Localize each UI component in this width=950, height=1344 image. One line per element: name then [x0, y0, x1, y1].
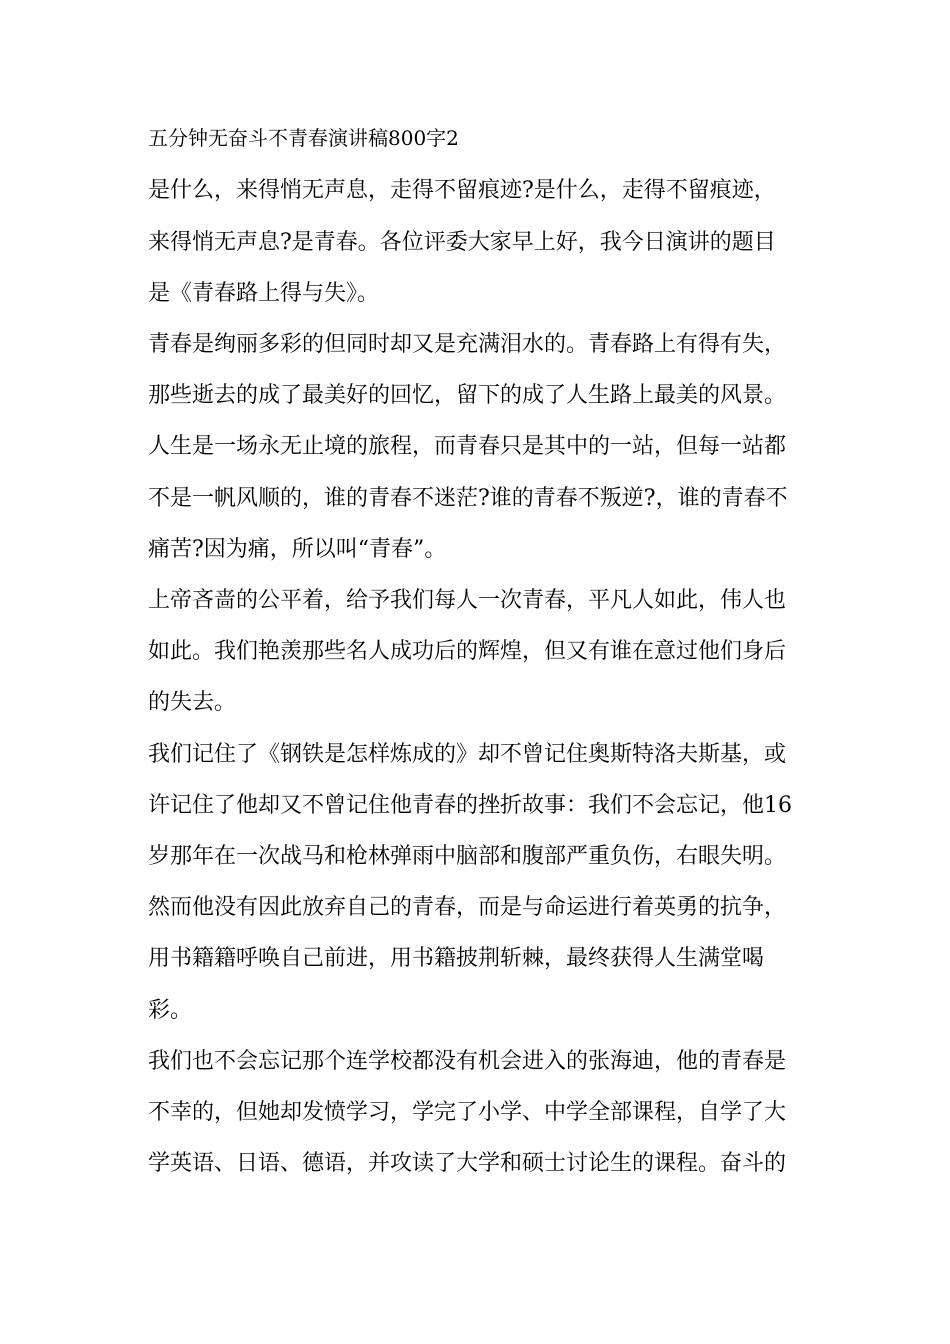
text-line: 人生是一场永无止境的旅程，而青春只是其中的一站，但每一站都 — [148, 434, 787, 459]
text-line: 不幸的，但她却发愤学习，学完了小学、中学全部课程，自学了大 — [148, 1100, 787, 1125]
text-line: 彩。 — [148, 998, 193, 1023]
text-line: 青春是绚丽多彩的但同时却又是充满泪水的。青春路上有得有失， — [148, 332, 787, 357]
text-line: 上帝吝啬的公平着，给予我们每人一次青春，平凡人如此，伟人也 — [148, 588, 787, 613]
text-line: 我们记住了《钢铁是怎样炼成的》却不曾记住奥斯特洛夫斯基，或 — [148, 742, 787, 767]
text-line: 许记住了他却又不曾记住他青春的挫折故事：我们不会忘记，他16 — [148, 793, 792, 818]
text-line: 我们也不会忘记那个连学校都没有机会进入的张海迪，他的青春是 — [148, 1049, 787, 1074]
text-line: 那些逝去的成了最美好的回忆，留下的成了人生路上最美的风景。 — [148, 383, 787, 408]
text-line: 来得悄无声息?是青春。各位评委大家早上好，我今日演讲的题目 — [148, 230, 776, 255]
text-line: 是什么，来得悄无声息，走得不留痕迹?是什么，走得不留痕迹， — [148, 178, 776, 203]
text-line: 不是一帆风顺的，谁的青春不迷茫?谁的青春不叛逆?，谁的青春不 — [148, 486, 788, 511]
text-line: 用书籍籍呼唤自己前进，用书籍披荆斩棘，最终获得人生满堂喝 — [148, 946, 765, 971]
text-line: 痛苦?因为痛，所以叫“青春”。 — [148, 537, 447, 562]
text-line: 是《青春路上得与失》。 — [148, 281, 380, 306]
document-title: 五分钟无奋斗不青春演讲稿800字2 — [148, 126, 459, 150]
text-line: 的失去。 — [148, 690, 237, 715]
text-line: 岁那年在一次战马和枪林弹雨中脑部和腹部严重负伤，右眼失明。 — [148, 844, 787, 869]
text-line: 学英语、日语、德语，并攻读了大学和硕士讨论生的课程。奋斗的 — [148, 1151, 787, 1176]
text-line: 然而他没有因此放弃自己的青春，而是与命运进行着英勇的抗争， — [148, 895, 787, 920]
text-line: 如此。我们艳羡那些名人成功后的辉煌，但又有谁在意过他们身后 — [148, 639, 787, 664]
